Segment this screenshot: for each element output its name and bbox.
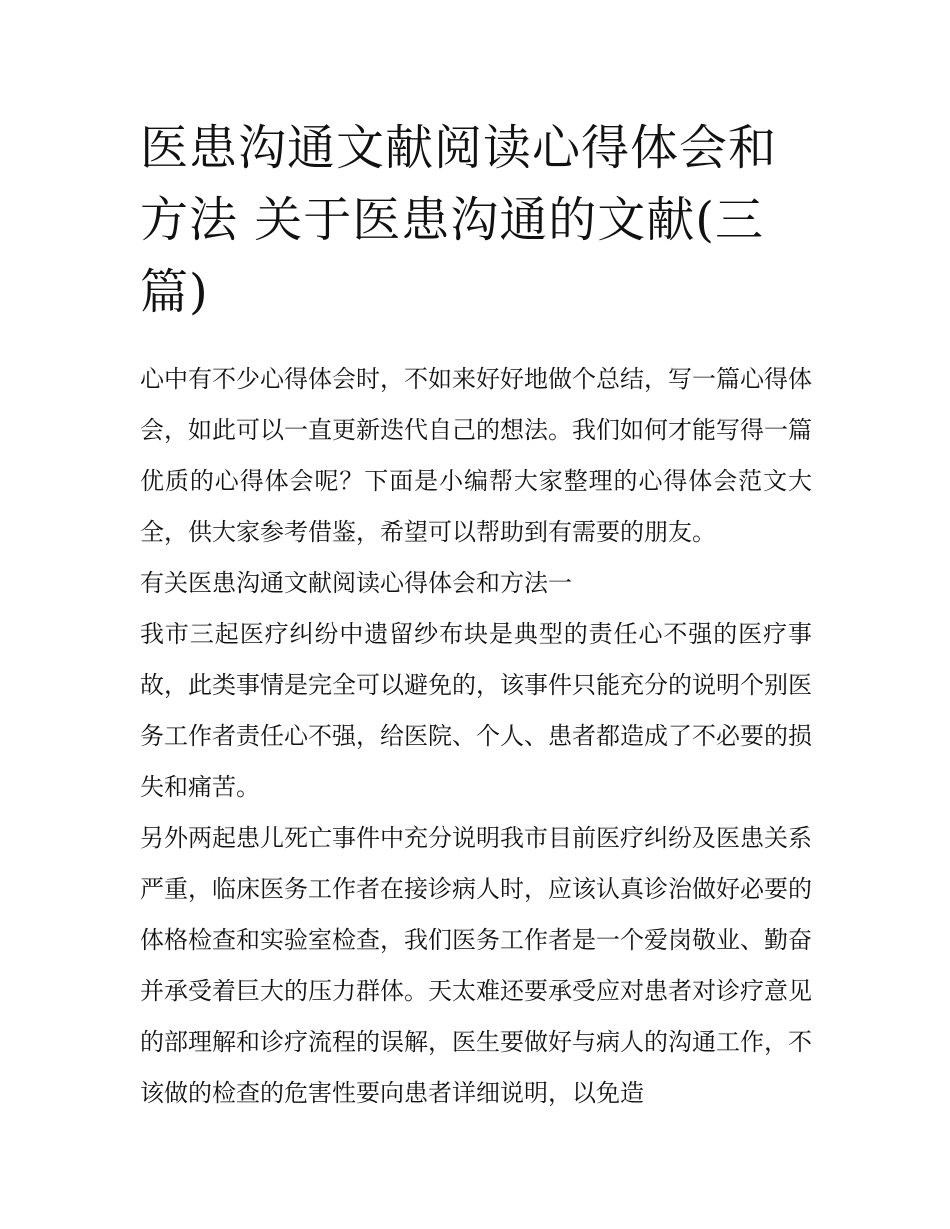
document-title: 医患沟通文献阅读心得体会和方法 关于医患沟通的文献(三篇): [140, 120, 778, 320]
section-heading: 有关医患沟通文献阅读心得体会和方法一: [140, 569, 572, 597]
body-paragraph: 我市三起医疗纠纷中遗留纱布块是典型的责任心不强的医疗事故，此类事情是完全可以避免的，该事件只能充分的说明个别医务工作者责任心不强，给医院、个人、患者都造成了不必要的损失和痛苦。: [140, 620, 812, 801]
intro-paragraph: 心中有不少心得体会时，不如来好好地做个总结，写一篇心得体会，如此可以一直更新迭代自己的想法。我们如何才能写得一篇优质的心得体会呢？下面是小编帮大家整理的心得体会范文大全，供大家参考借鉴，希望可以帮助到有需要的朋友。: [140, 365, 812, 546]
body-paragraph: 另外两起患儿死亡事件中充分说明我市目前医疗纠纷及医患关系严重，临床医务工作者在接诊病人时，应该认真诊治做好必要的体格检查和实验室检查，我们医务工作者是一个爱岗敬业、勤奋并承受着巨大的压力群体。天太难还要承受应对患者对诊疗意见的部理解和诊疗流程的误解，医生要做好与病人的沟通工作，不该做的检查的危害性要向患者详细说明，以免造: [140, 824, 812, 1107]
document-page: [140, 112, 812, 1119]
document-body: [140, 354, 812, 1119]
